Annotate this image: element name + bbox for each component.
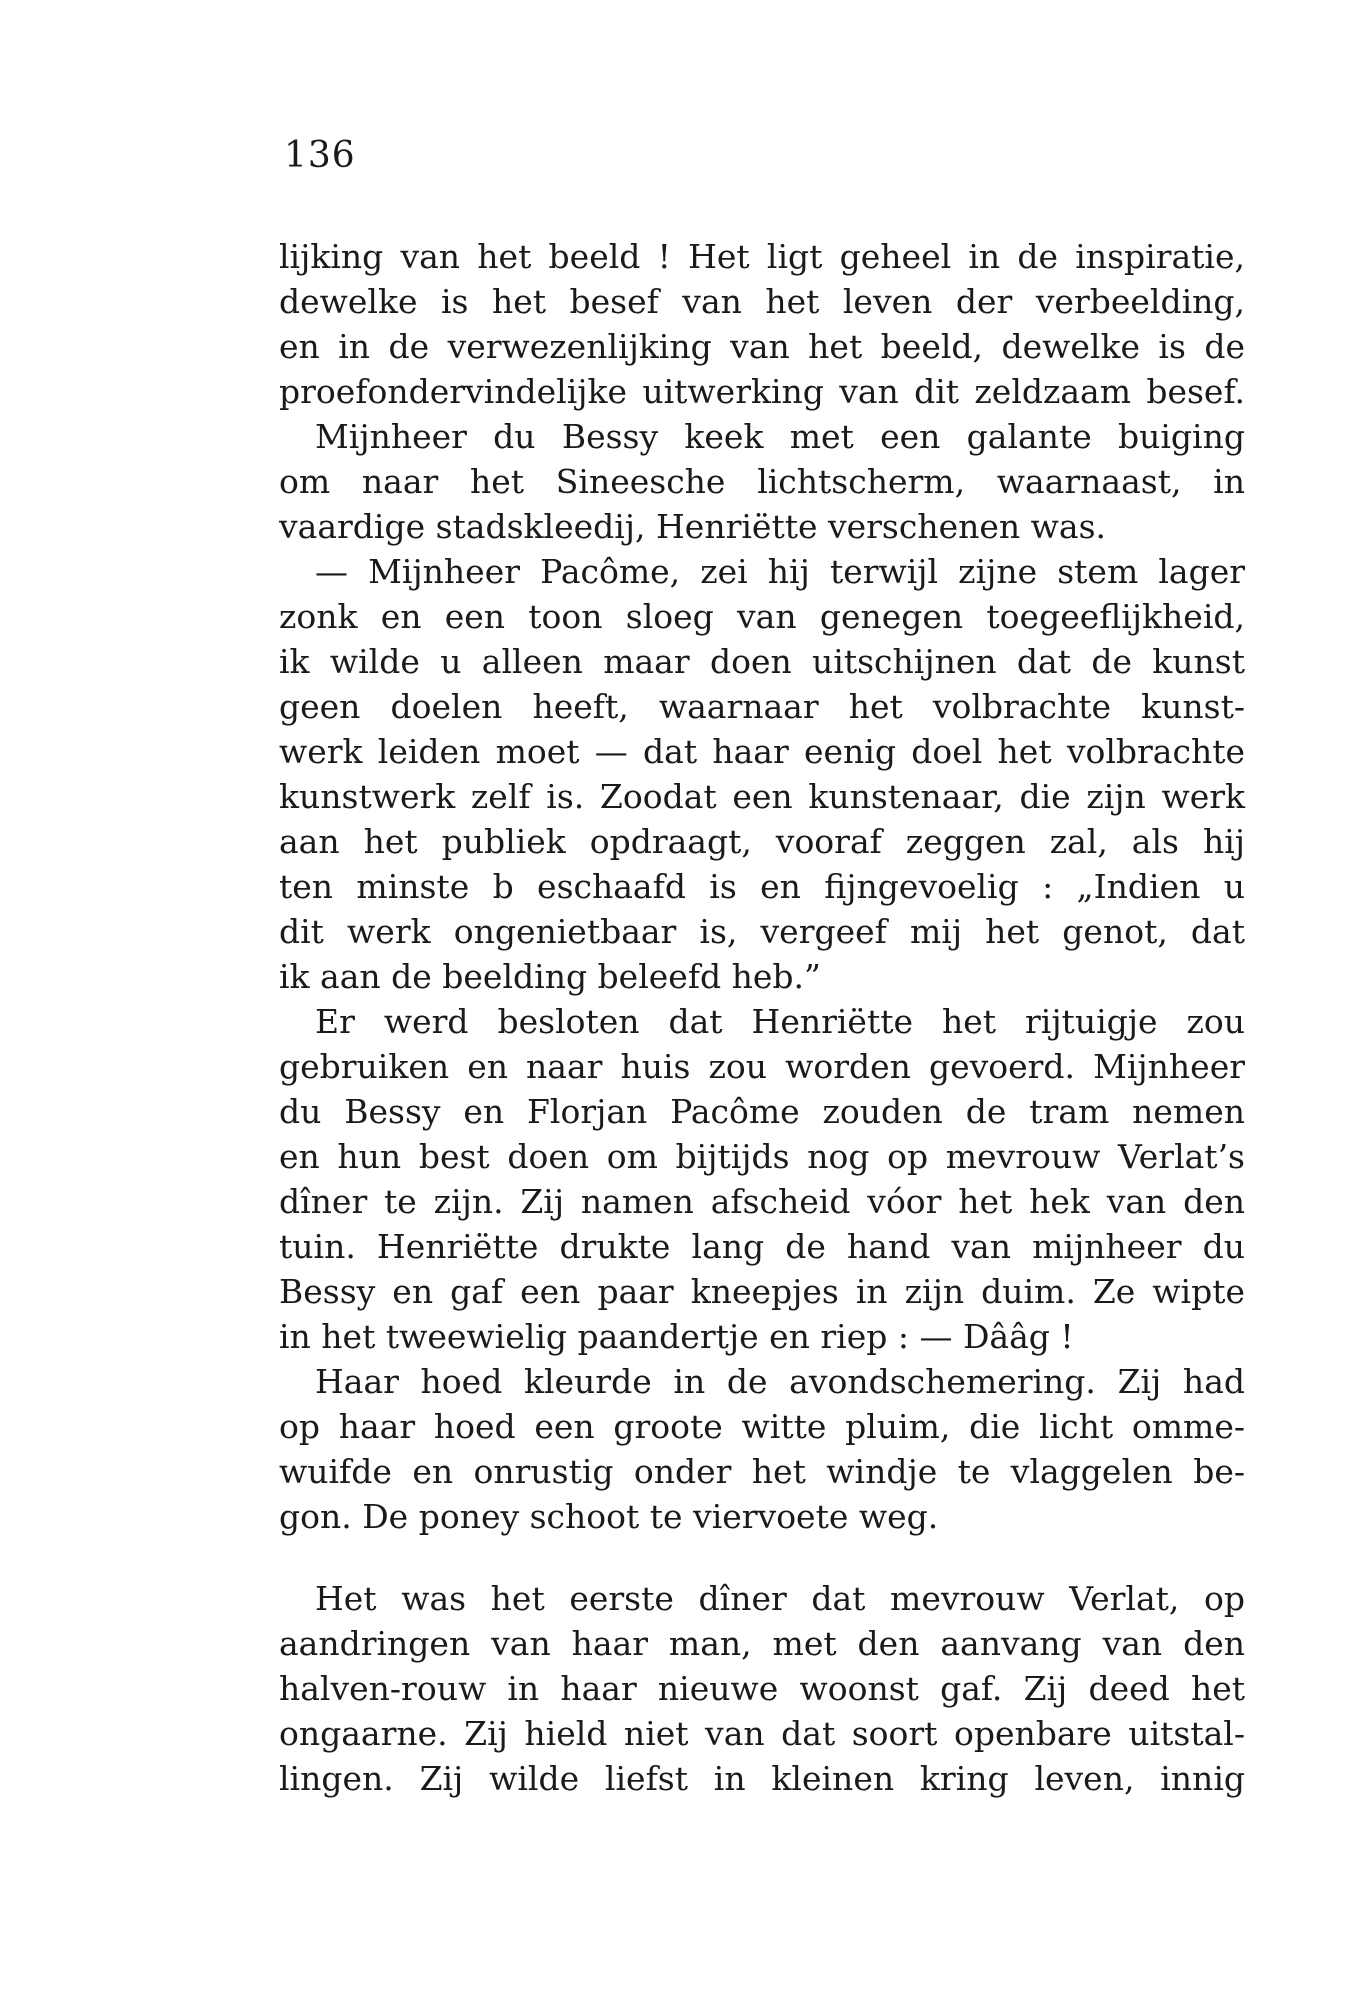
text-line: zonk en een toon sloeg van genegen toegeeflijkheid, [279, 597, 1245, 636]
text-line: ten minste b eschaafd is en fijngevoelig : „Indien u [279, 867, 1245, 906]
text-line: en in de verwezenlijking van het beeld, dewelke is de [279, 327, 1245, 366]
text-line: Bessy en gaf een paar kneepjes in zijn duim. Ze wipte [279, 1272, 1245, 1311]
text-line: ongaarne. Zij hield niet van dat soort openbare uitstal- [279, 1714, 1245, 1753]
text-line: kunstwerk zelf is. Zoodat een kunstenaar, die zijn werk [279, 777, 1245, 816]
paragraph-start-line: Het was het eerste dîner dat mevrouw Verlat, op [315, 1579, 1245, 1618]
paragraph-end-line: in het tweewielig paandertje en riep : — Dââg ! [279, 1317, 1074, 1356]
text-line: op haar hoed een groote witte pluim, die licht omme- [279, 1407, 1245, 1446]
page-number: 136 [284, 135, 356, 176]
paragraph-start-line: Mijnheer du Bessy keek met een galante buiging [315, 417, 1245, 456]
text-section-2 [279, 1576, 1245, 1801]
paragraph-end-line: vaardige stadskleedij, Henriëtte verschenen was. [279, 507, 1106, 546]
text-line: geen doelen heeft, waarnaar het volbrachte kunst- [279, 687, 1245, 726]
text-line: aan het publiek opdraagt, vooraf zeggen zal, als hij [279, 822, 1245, 861]
text-line: dîner te zijn. Zij namen afscheid vóor het hek van den [279, 1182, 1245, 1221]
text-line: proefondervindelijke uitwerking van dit zeldzaam besef. [279, 372, 1245, 411]
text-line: aandringen van haar man, met den aanvang van den [279, 1624, 1245, 1663]
text-line: en hun best doen om bijtijds nog op mevrouw Verlat’s [279, 1137, 1245, 1176]
text-line: om naar het Sineesche lichtscherm, waarnaast, in [279, 462, 1245, 501]
text-section-1 [279, 234, 1245, 1539]
text-line: tuin. Henriëtte drukte lang de hand van mijnheer du [279, 1227, 1245, 1266]
text-line: ik wilde u alleen maar doen uitschijnen dat de kunst [279, 642, 1245, 681]
text-line: wuifde en onrustig onder het windje te vlaggelen be- [279, 1452, 1245, 1491]
text-line: halven-rouw in haar nieuwe woonst gaf. Zij deed het [279, 1669, 1245, 1708]
paragraph-end-line: ik aan de beelding beleefd heb.” [279, 957, 821, 996]
paragraph-start-line: Haar hoed kleurde in de avondschemering. Zij had [315, 1362, 1245, 1401]
text-line: dit werk ongenietbaar is, vergeef mij het genot, dat [279, 912, 1245, 951]
text-line: dewelke is het besef van het leven der verbeelding, [279, 282, 1245, 321]
paragraph-start-line: Er werd besloten dat Henriëtte het rijtuigje zou [315, 1002, 1245, 1041]
text-line: du Bessy en Florjan Pacôme zouden de tram nemen [279, 1092, 1245, 1131]
paragraph-end-line: gon. De poney schoot te viervoete weg. [279, 1497, 939, 1536]
text-line: lijking van het beeld ! Het ligt geheel in de inspiratie, [279, 237, 1245, 276]
text-line: lingen. Zij wilde liefst in kleinen kring leven, innig [279, 1759, 1245, 1798]
text-line: gebruiken en naar huis zou worden gevoerd. Mijnheer [279, 1047, 1245, 1086]
paragraph-start-line: — Mijnheer Pacôme, zei hij terwijl zijne stem lager [315, 552, 1245, 591]
text-line: werk leiden moet — dat haar eenig doel het volbrachte [279, 732, 1245, 771]
